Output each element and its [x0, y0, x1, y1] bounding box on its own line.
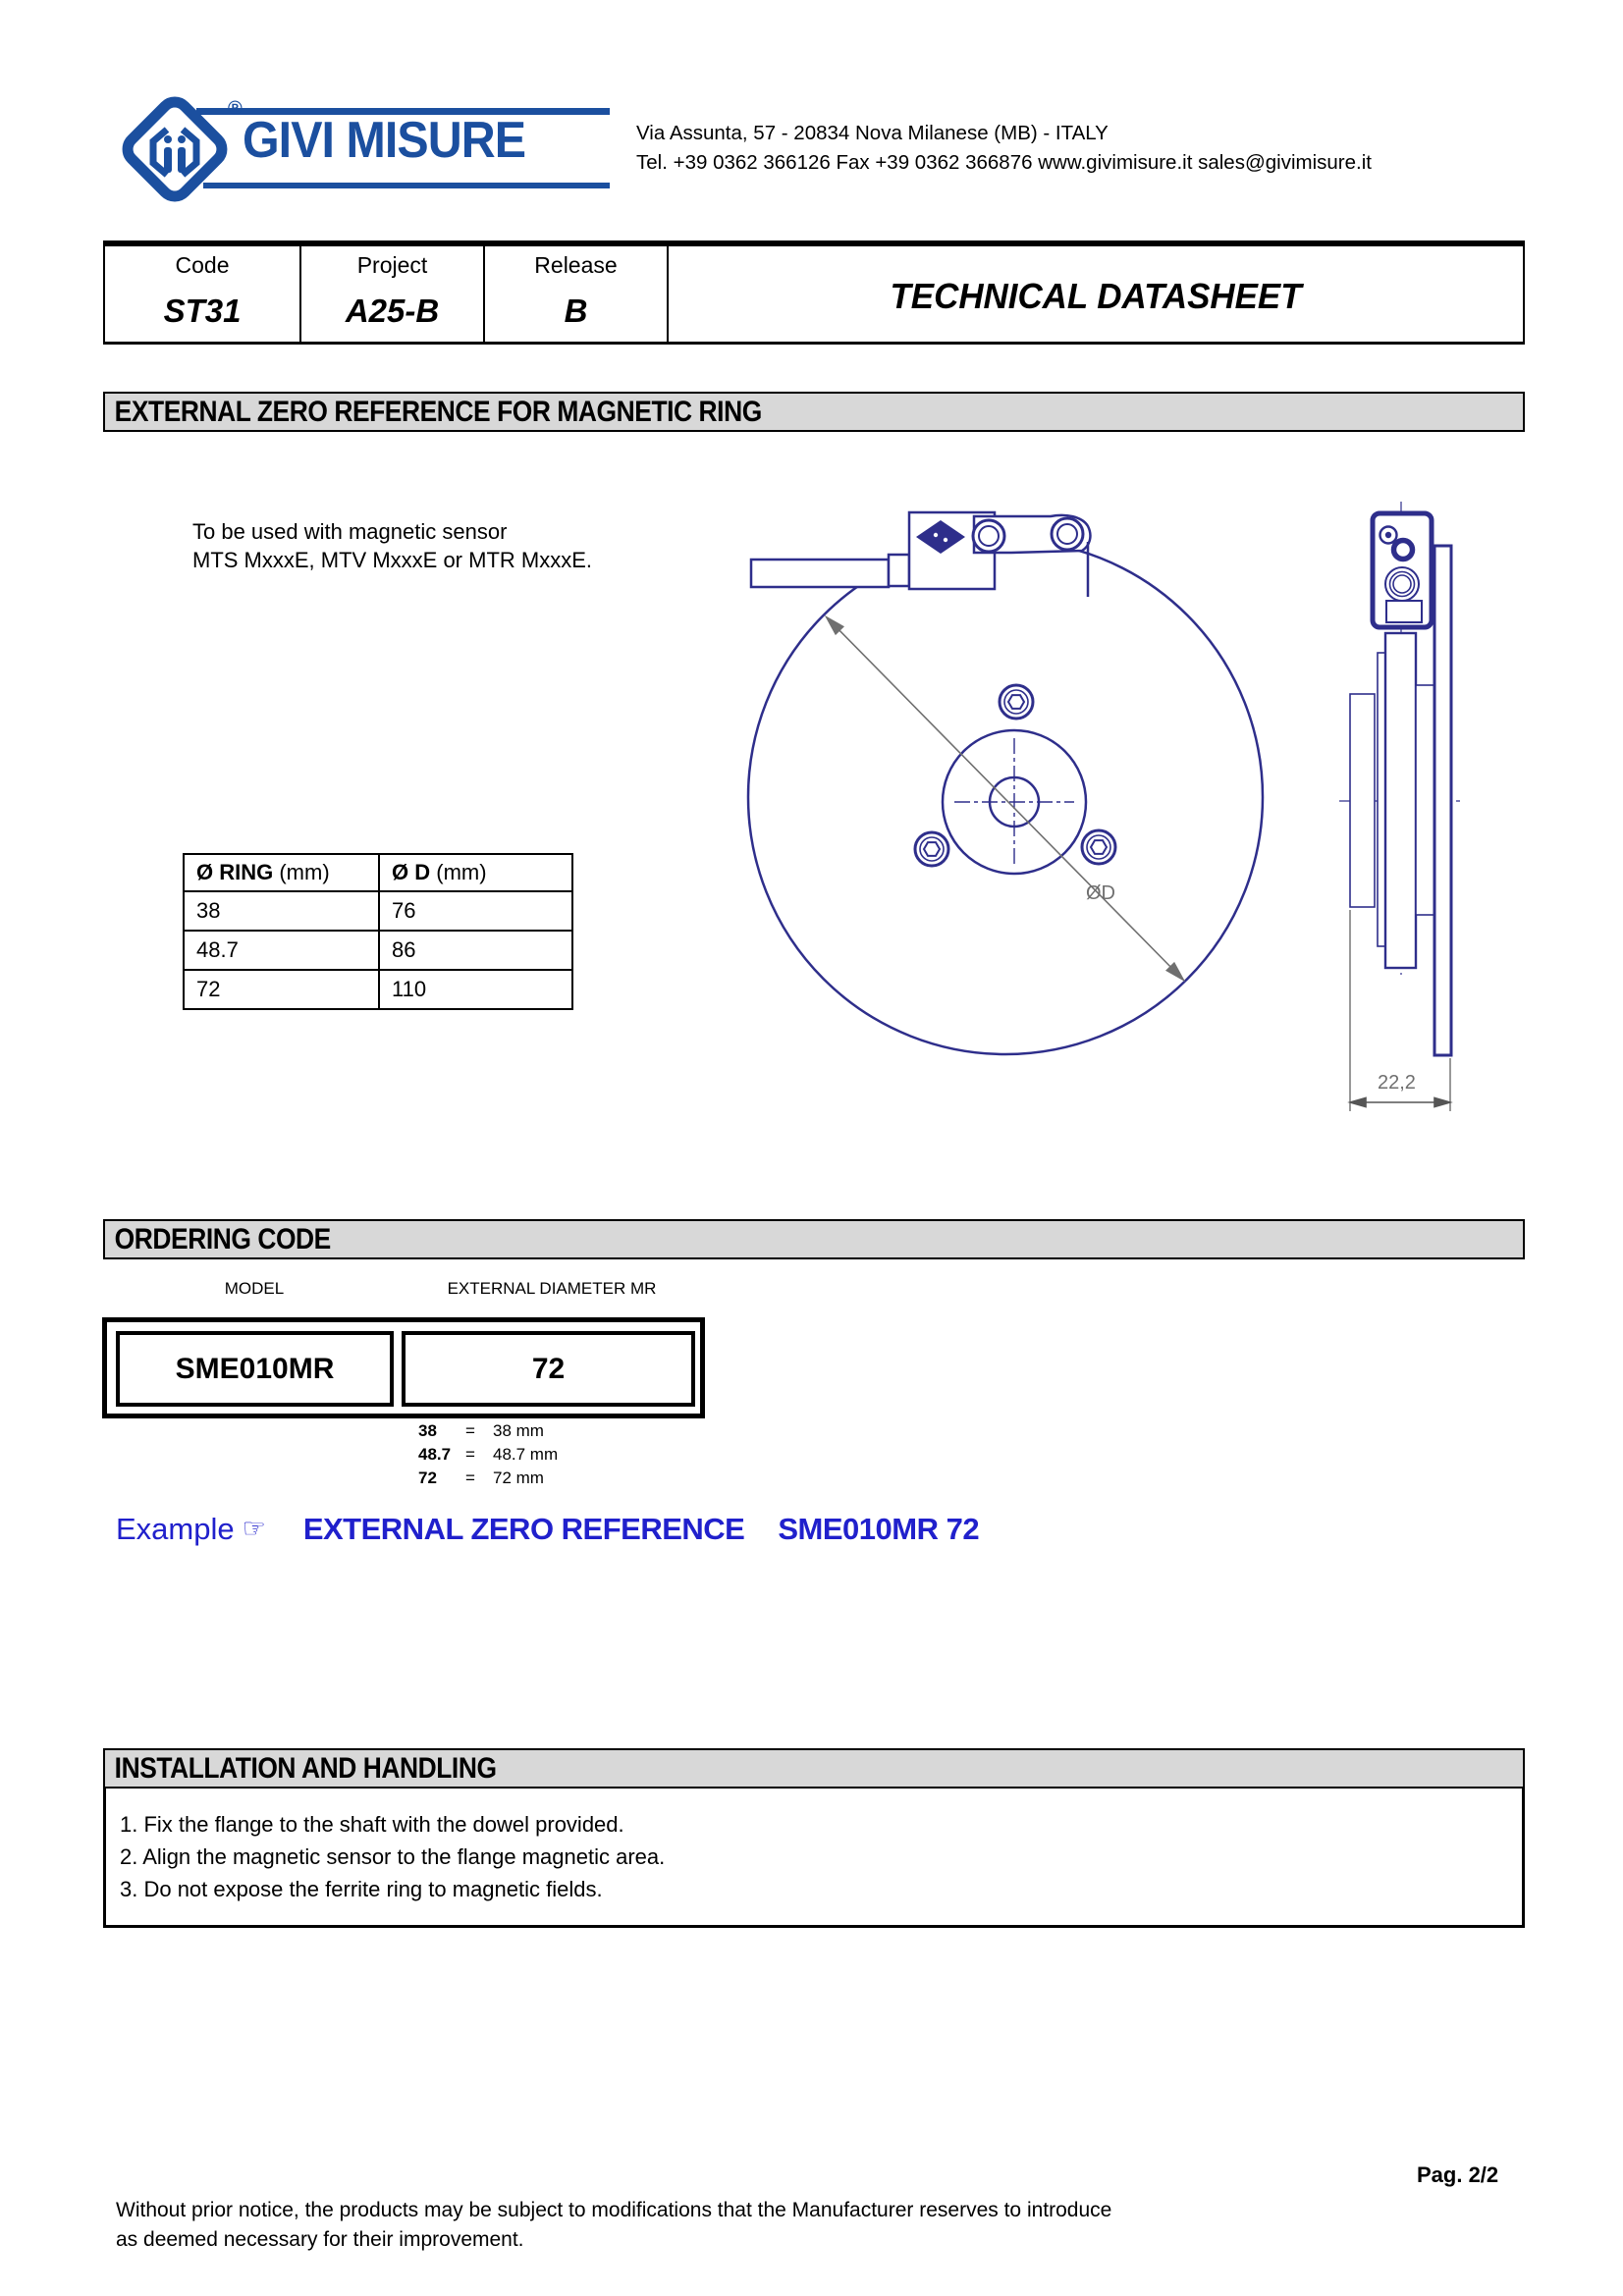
- disclaimer: [116, 2196, 1111, 2255]
- table-row: [184, 931, 572, 970]
- title-column: [669, 246, 1523, 342]
- usage-note-line-2: MTS MxxxE, MTV MxxxE or MTR MxxxE.: [192, 548, 592, 572]
- example-product-text: EXTERNAL ZERO REFERENCE: [302, 1512, 745, 1546]
- diameter-value: 72: [531, 1352, 566, 1385]
- table-header-row: [184, 854, 572, 891]
- hub-profile: [1385, 633, 1416, 968]
- example-code-text: SME010MR 72: [778, 1512, 980, 1546]
- external-diameter-label: EXTERNAL DIAMETER MR: [447, 1279, 657, 1298]
- legend-row: 38 = 38 mm: [418, 1421, 544, 1440]
- section-bar-external-zero-reference: [103, 392, 1525, 432]
- legend-row: 72 = 72 mm: [418, 1468, 544, 1487]
- diameter-value-box: [402, 1331, 695, 1407]
- diameter-legend: [418, 1419, 558, 1490]
- magnetic-ring-profile: [1434, 546, 1451, 1055]
- d-header-bold: Ø D: [392, 860, 431, 884]
- hex-bolt: [1000, 685, 1033, 719]
- width-dimension-label: 22,2: [1378, 1072, 1416, 1094]
- d-value: 86: [379, 931, 572, 970]
- release-label: Release: [534, 252, 618, 278]
- usage-note: [192, 517, 592, 574]
- ordering-example: [116, 1512, 979, 1547]
- ring-header-unit: (mm): [273, 860, 330, 884]
- ring-value: 38: [184, 891, 379, 931]
- flange-profile: [1350, 694, 1375, 907]
- hex-bolt: [915, 832, 948, 866]
- d-header-unit: (mm): [430, 860, 487, 884]
- project-column: [301, 246, 485, 342]
- model-value: SME010MR: [175, 1352, 335, 1385]
- section-title-ordering: ORDERING CODE: [114, 1222, 331, 1255]
- section-title-main: EXTERNAL ZERO REFERENCE FOR MAGNETIC RING: [114, 395, 762, 428]
- sensor-cable-arm: [751, 560, 889, 587]
- d-value: 110: [379, 970, 572, 1009]
- document-info-table: [103, 240, 1525, 345]
- installation-instructions: [120, 1808, 665, 1905]
- givi-diamond-logo-icon: [116, 88, 239, 211]
- project-label: Project: [356, 252, 428, 278]
- section-bar-installation: [103, 1748, 1525, 1789]
- model-label: MODEL: [224, 1279, 285, 1298]
- usage-note-line-1: To be used with magnetic sensor: [192, 519, 508, 544]
- pointing-hand-icon: ☞: [242, 1514, 266, 1543]
- brand-name: GIVI MISURE: [243, 112, 526, 169]
- installation-content-box: [103, 1789, 1525, 1928]
- d-value: 76: [379, 891, 572, 931]
- table-row: [184, 970, 572, 1009]
- side-view-technical-drawing: [1325, 486, 1507, 1134]
- disclaimer-line-2: as deemed necessary for their improvement.: [116, 2228, 524, 2251]
- model-value-box: [116, 1331, 394, 1407]
- hex-bolt: [1082, 830, 1115, 864]
- brand-rule-bottom: [203, 183, 610, 188]
- instruction-item-2: 2. Align the magnetic sensor to the flange magnetic area.: [120, 1844, 666, 1869]
- legend-row: 48.7 = 48.7 mm: [418, 1445, 559, 1464]
- address-line-1: Via Assunta, 57 - 20834 Nova Milanese (MB) - ITALY: [636, 122, 1109, 144]
- table-row: [184, 891, 572, 931]
- section-title-installation: INSTALLATION AND HANDLING: [114, 1751, 497, 1785]
- bracket-hole: [973, 520, 1004, 552]
- ring-value: 48.7: [184, 931, 379, 970]
- release-value: B: [564, 293, 588, 329]
- instruction-item-1: 1. Fix the flange to the shaft with the dowel provided.: [120, 1812, 624, 1837]
- ring-header-bold: Ø RING: [196, 860, 274, 884]
- document-title: TECHNICAL DATASHEET: [890, 276, 1302, 316]
- registered-mark: ®: [228, 98, 243, 120]
- front-view-technical-drawing: [727, 481, 1281, 1095]
- ring-value: 72: [184, 970, 379, 1009]
- project-value: A25-B: [345, 293, 440, 329]
- diameter-label: ØD: [1086, 882, 1115, 904]
- release-column: [485, 246, 669, 342]
- address-line-2: Tel. +39 0362 366126 Fax +39 0362 366876 www.givimisure.it sales@givimisure.it: [636, 151, 1372, 174]
- code-column: [105, 246, 301, 342]
- company-address: [636, 119, 1372, 178]
- example-label: Example: [116, 1512, 235, 1546]
- disclaimer-line-1: Without prior notice, the products may be subject to modifications that the Manufacturer reserves to introduce: [116, 2199, 1112, 2221]
- page-number: Pag. 2/2: [1417, 2163, 1499, 2187]
- instruction-item-3: 3. Do not expose the ferrite ring to magnetic fields.: [120, 1877, 603, 1901]
- bracket-hole: [1052, 518, 1083, 550]
- ordering-code-box: [102, 1317, 705, 1418]
- section-bar-ordering-code: [103, 1219, 1525, 1259]
- ring-diameter-table: [183, 853, 573, 1010]
- code-label: Code: [175, 252, 230, 278]
- code-value: ST31: [163, 293, 242, 329]
